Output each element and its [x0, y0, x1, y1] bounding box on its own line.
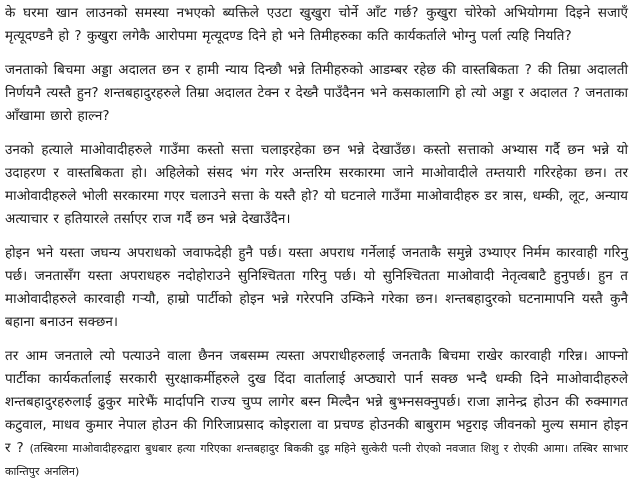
paragraph-1: के घरमा खान लाउनको समस्या नभएको ब्यक्तिले एउटा खुखुरा चोर्ने आँट गर्छ? कुखुरा चोरेको अभियोगमा दिइने सजाएँ मृत्यूदण्डनै हो ? कुखुरा लगेकै आरोपमा मृत्यूदण्ड दिने हो भने तिमीहरुका कति कार्यकर्ताले भोग्नु पर्ला त्यहि नियति?: [5, 5, 628, 44]
paragraph-4: होइन भने यस्ता जघन्य अपराधको जवाफदेही हुनै पर्छ। यस्ता अपराध गर्नेलाई जनताकै समुन्ने उभ्याएर निर्मम कारवाही गरिनु पर्छ। जनतासँग यस्ता अपराधहरु नदोहोराउने सुनिश्चितता गरिनु पर्छ। यो सुनिश्चितता माओवादी नेतृत्वबाटै हुनुपर्छ। हुन त माओवादीहरुले कारवाही गऱ्यौ, हाम्रो पार्टीको होइन भन्ने गरेरपनि उम्किने गरेका छन। शन्तबहादुरको घटनामापनि यस्तै कुनै बहाना बनाउन सक्छन।: [5, 245, 628, 330]
paragraph-5-text: तर आम जनताले त्यो पत्याउने वाला छैनन जबसम्म त्यस्ता अपराधीहरुलाई जनताकै बिचमा राखेर कारवाही गरिन्न। आफ्नो पार्टीका कार्यकर्तालाई सरकारी सुरक्षाकर्मीहरुले दुख दिंदा वार्तालाई अप्ठ्यारो पार्न सक्छ भन्दै धम्की दिने माओवादीहरुले शन्तबहादुरहरुलाई ढुकुर मारेझैं मार्दापनि राज्य चुप्प लागेर बस्न मिल्दैन भन्ने बुझ्नसक्नुपर्छ। राजा ज्ञानेन्द्र होउन की रुक्मागत कटुवाल, माधव कुमार नेपाल होउन की गिरिजाप्रसाद कोइराला वा प्रचण्ड होउनकी बाबुराम भट्टराइ जीवनको मुल्य समान होइन र ?: [5, 348, 628, 456]
paragraph-3: उनको हत्याले माओवादीहरुले गाउँमा कस्तो सत्ता चलाइरहेका छन भन्ने देखाउँछ। कस्तो सत्ताको अभ्यास गर्दै छन भन्ने यो उदाहरण र वास्तबिकता हो। अहिलेको संसद भंग गरेर अन्तरिम सरकारमा जाने माओवादीले तम्तयारी गरिरहेका छन। तर माओवादीहरुले भोली सरकारमा गएर चलाउने सत्ता के यस्तै हो? यो घटनाले गाउँमा माओवादीहरु डर त्रास, धम्की, लूट, अन्याय अत्याचार र हतियारले तर्साएर राज गर्दै छन भन्ने देखाउँदैन।: [5, 142, 628, 227]
photo-caption: (तस्बिरमा माओवादीहरुद्वारा बुधबार हत्या गरिएका शन्तबहादुर बिककी दुइ महिने सुत्केरी पत्नी रोएको नवजात शिशु र रोएकी आमा। तस्बिर साभार कान्तिपुर अनलिन): [5, 442, 628, 478]
paragraph-5: [5, 345, 628, 483]
paragraph-2: जनताको बिचमा अड्डा अदालत छन र हामी न्याय दिन्छौ भन्ने तिमीहरुको आडम्बर रहेछ की वास्तबिकता ? की तिम्रा अदालती निर्णयनै त्यस्तै हुन? शन्तबहादुरहरुले तिम्रा अदालत टेक्न र देख्नै पाउँदैनन भने कसकालागि हो त्यो अड्डा र अदालत ? जनताका आँखामा छारो हाल्न?: [5, 62, 628, 124]
